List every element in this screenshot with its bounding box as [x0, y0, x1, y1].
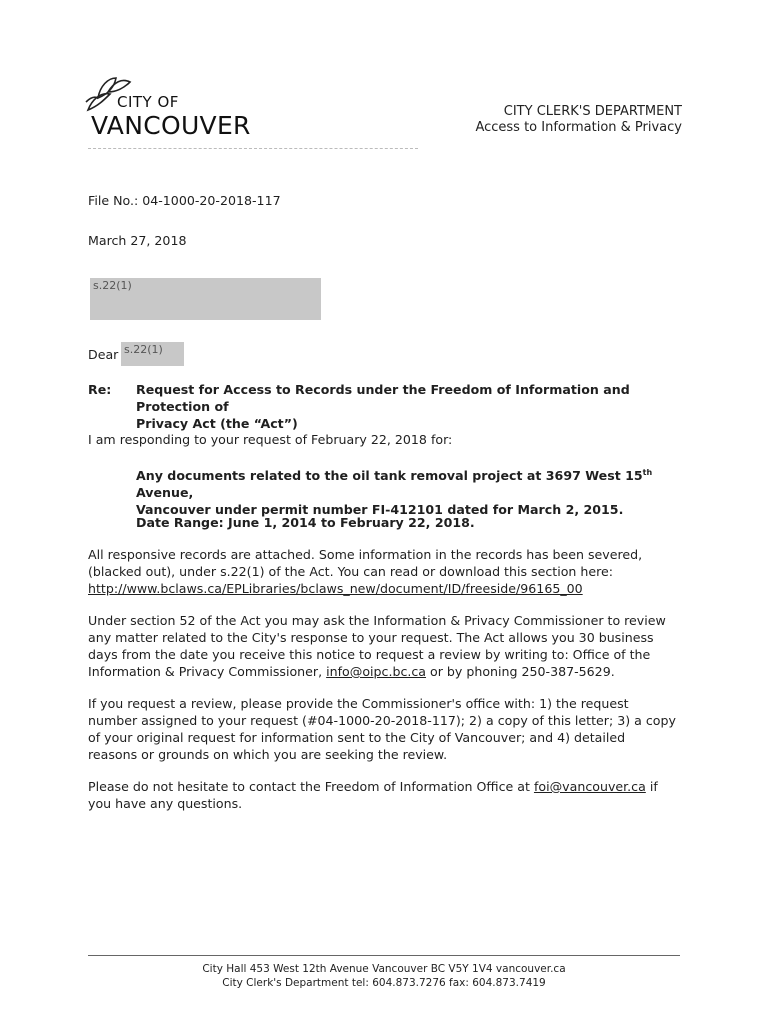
letter-date: March 27, 2018 — [88, 233, 187, 248]
paragraph-review-line-2: any matter related to the City's response to your request. The Act allows you 30 business — [88, 630, 654, 645]
re-subject-line-1: Request for Access to Records under the Freedom of Information and Protection of — [136, 382, 630, 414]
department-block — [475, 104, 682, 136]
request-line-2: Vancouver under permit number FI-412101 dated for March 2, 2015. — [136, 502, 624, 518]
paragraph-requirements-line-4: reasons or grounds on which you are seeking the review. — [88, 747, 448, 762]
paragraph-contact-line-1 — [88, 778, 688, 795]
re-subject — [136, 381, 696, 432]
bclaws-link[interactable]: http://www.bclaws.ca/EPLibraries/bclaws_new/document/ID/freeside/96165_00 — [88, 581, 583, 596]
footer — [88, 962, 680, 990]
request-text — [136, 464, 696, 518]
paragraph-contact-line-1-a: Please do not hesitate to contact the Freedom of Information Office at — [88, 779, 534, 794]
header-divider — [88, 148, 418, 149]
re-label: Re: — [88, 382, 112, 397]
recipient-redaction: s.22(1) — [90, 278, 321, 320]
logo-vancouver: VANCOUVER — [91, 111, 251, 140]
file-number: File No.: 04-1000-20-2018-117 — [88, 193, 281, 208]
paragraph-review-line-3: days from the date you receive this notice to request a review by writing to: Office of the — [88, 647, 651, 662]
paragraph-records-line-1: All responsive records are attached. Some information in the records has been severed, — [88, 547, 643, 562]
request-line-1 — [136, 464, 696, 501]
paragraph-review-line-4-a: Information & Privacy Commissioner, — [88, 664, 327, 679]
footer-address: City Hall 453 West 12th Avenue Vancouver BC V5Y 1V4 vancouver.ca — [202, 963, 566, 975]
paragraph-contact-line-1-b: if — [645, 779, 658, 794]
re-subject-line-2: Privacy Act (the “Act”) — [136, 416, 298, 431]
paragraph-contact-line-2: you have any questions. — [88, 796, 243, 811]
paragraph-review-rights — [88, 612, 688, 680]
request-line-1-b: Avenue, — [136, 485, 194, 501]
footer-divider — [88, 955, 680, 956]
paragraph-review-line-4 — [88, 663, 688, 680]
date-range: Date Range: June 1, 2014 to February 22, 2018. — [136, 515, 475, 530]
paragraph-requirements-line-2: number assigned to your request (#04-1000-20-2018-117); 2) a copy of this letter; 3) a copy — [88, 713, 676, 728]
paragraph-records — [88, 546, 688, 597]
department-name: CITY CLERK'S DEPARTMENT — [503, 104, 682, 119]
salutation — [88, 346, 118, 363]
paragraph-review-requirements — [88, 695, 688, 763]
paragraph-requirements-line-3: of your original request for information sent to the City of Vancouver; and 4) detailed — [88, 730, 626, 745]
salutation-redaction: s.22(1) — [121, 342, 184, 366]
request-superscript: th — [642, 468, 653, 477]
logo-city-of: CITY OF — [117, 93, 179, 111]
paragraph-records-line-2: (blacked out), under s.22(1) of the Act. You can read or download this section here: — [88, 564, 614, 579]
request-line-1-a: Any documents related to the oil tank removal project at 3697 West 15 — [136, 468, 643, 484]
oipc-email-link[interactable]: info@oipc.bc.ca — [326, 664, 427, 679]
department-subtitle: Access to Information & Privacy — [475, 120, 682, 135]
paragraph-review-line-4-b: or by phoning 250-387-5629. — [426, 664, 615, 679]
foi-email-link[interactable]: foi@vancouver.ca — [533, 779, 646, 794]
paragraph-requirements-line-1: If you request a review, please provide the Commissioner's office with: 1) the request — [88, 696, 629, 711]
paragraph-contact — [88, 778, 688, 812]
footer-contact: City Clerk's Department tel: 604.873.7276 fax: 604.873.7419 — [222, 977, 546, 989]
salutation-dear: Dear — [88, 347, 119, 362]
intro-text: I am responding to your request of February 22, 2018 for: — [88, 432, 453, 447]
paragraph-review-line-1: Under section 52 of the Act you may ask the Information & Privacy Commissioner to review — [88, 613, 666, 628]
